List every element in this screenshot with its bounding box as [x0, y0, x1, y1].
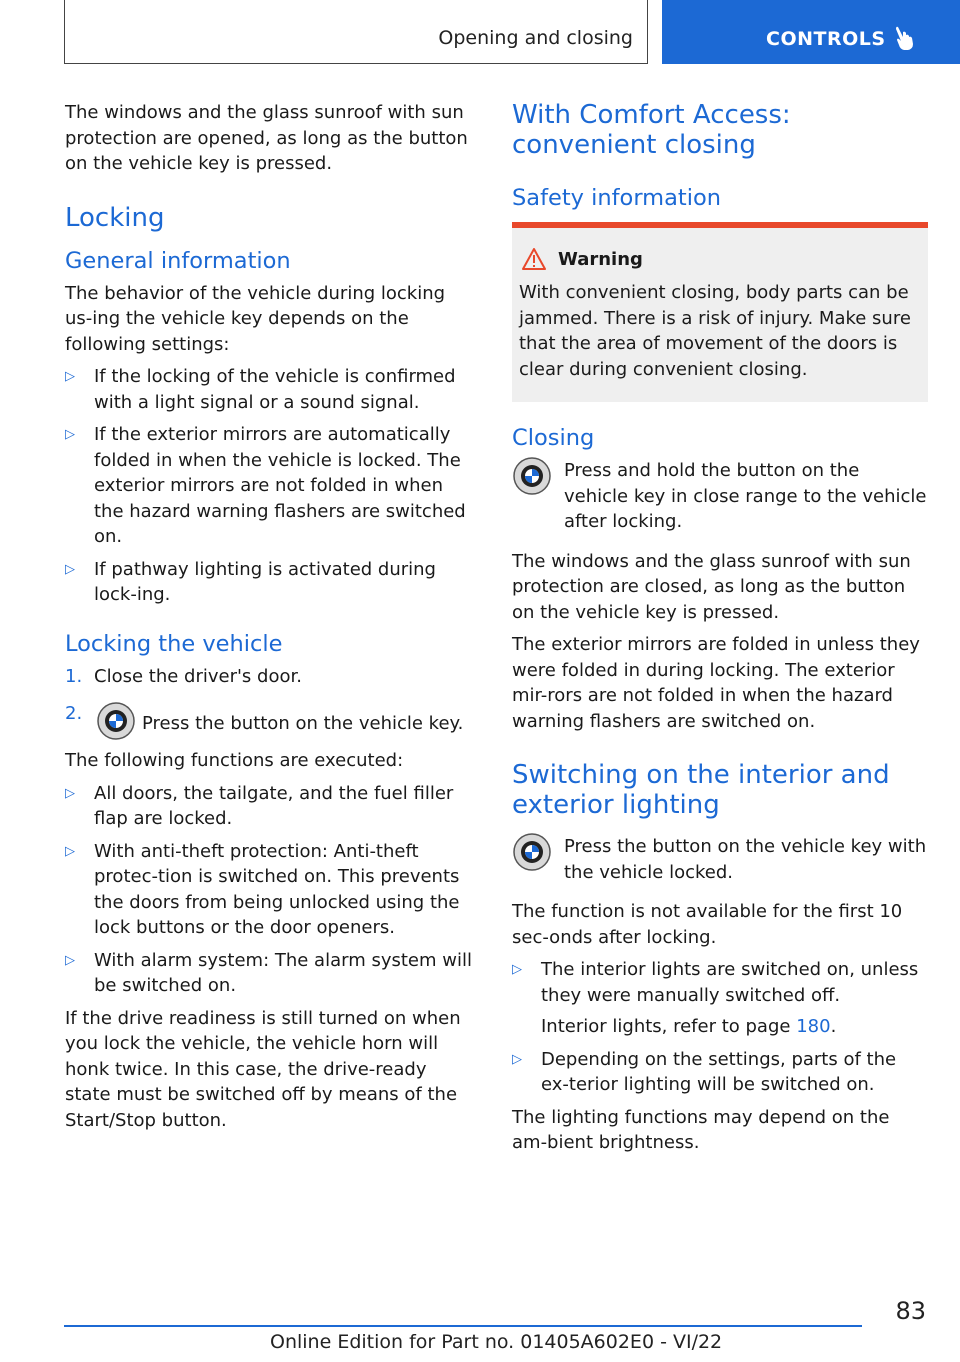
locking-heading: Locking	[65, 202, 165, 233]
list-item: ▷ Depending on the settings, parts of the ex-terior lighting will be switched on.	[512, 1048, 897, 1095]
lighting-paragraph-2: The lighting functions may depend on the am-bient brightness.	[512, 1106, 890, 1153]
pointing-hand-icon	[894, 24, 920, 52]
triangle-bullet-icon: ▷	[65, 561, 75, 577]
lighting-instruction: Press the button on the vehicle key with the vehicle locked.	[512, 834, 928, 885]
general-information-text: The behavior of the vehicle during locking us-ing the vehicle key depends on the following settings:	[65, 282, 446, 355]
header-chapter-tab	[662, 0, 960, 64]
page-link[interactable]: 180	[796, 1016, 831, 1037]
step-number: 1.	[65, 665, 83, 687]
page-number: 83	[895, 1297, 926, 1325]
comfort-access-heading: With Comfort Access: convenient closing	[512, 100, 791, 160]
general-information-heading: General information	[65, 247, 291, 274]
warning-text: With convenient closing, body parts can be jammed. There is a risk of injury. Make sure that the area of movement of the doors is clear during convenient closing.	[519, 282, 911, 380]
triangle-bullet-icon: ▷	[65, 427, 75, 442]
triangle-bullet-icon: ▷	[65, 369, 75, 384]
step-number: 2.	[65, 703, 83, 724]
closing-paragraph-2: The exterior mirrors are folded in unless they were folded in during locking. The exterior mir-rors are not folded in when the hazard warning flashers are switched on.	[512, 634, 920, 732]
list-item: ▷ All doors, the tailgate, and the fuel filler flap are locked.	[65, 782, 454, 829]
locking-steps	[65, 664, 477, 742]
list-item: ▷ With alarm system: The alarm system will be switched on.	[65, 949, 472, 996]
lighting-list	[512, 957, 928, 1098]
closing-paragraph-1: The windows and the glass sunroof with sun protection are closed, as long as the button on the vehicle key is pressed.	[512, 550, 911, 623]
settings-list	[65, 364, 477, 608]
triangle-bullet-icon: ▷	[512, 962, 522, 977]
closing-instruction: Press and hold the button on the vehicle key in close range to the vehicle after locking.	[512, 458, 928, 535]
warning-box	[512, 222, 928, 402]
step-item: 1. Close the driver's door.	[65, 664, 477, 690]
triangle-bullet-icon: ▷	[65, 952, 75, 968]
left-column	[65, 100, 477, 1140]
step-item: 2. Press the button on the vehicle key.	[65, 701, 477, 741]
triangle-bullet-icon: ▷	[65, 785, 75, 801]
list-item: ▷ With anti-theft protection: Anti-theft protec-tion is switched on. This prevents the doors from being unlocked using the lock buttons or the door openers.	[65, 840, 460, 938]
page-reference: Interior lights, refer to page 180.	[541, 1016, 837, 1037]
warning-title: Warning	[519, 248, 920, 272]
bmw-key-button-icon	[512, 832, 552, 872]
header-section-box	[64, 0, 648, 64]
drive-readiness-paragraph: If the drive readiness is still turned on when you lock the vehicle, the vehicle horn will honk twice. In this case, the drive-ready state must be switched off by means of the Start/Stop button.	[65, 1007, 461, 1131]
triangle-bullet-icon: ▷	[65, 843, 75, 859]
edition-text: Online Edition for Part no. 01405A602E0 - VI/22	[270, 1331, 723, 1353]
list-item: ▷ The interior lights are switched on, unless they were manually switched off. Interior lights, refer to page 180.	[512, 957, 928, 1040]
triangle-bullet-icon: ▷	[512, 1051, 522, 1067]
intro-paragraph: The windows and the glass sunroof with sun protection are opened, as long as the button on the vehicle key is pressed.	[65, 102, 468, 174]
lighting-heading: Switching on the interior and exterior lighting	[512, 760, 890, 820]
header-chapter-title: CONTROLS	[766, 28, 886, 50]
safety-information-heading: Safety information	[512, 185, 721, 211]
closing-heading: Closing	[512, 425, 595, 451]
footer-divider	[64, 1325, 862, 1327]
warning-triangle-icon	[521, 247, 547, 271]
functions-list	[65, 781, 477, 999]
bmw-key-button-icon	[512, 456, 552, 496]
header-section-title: Opening and closing	[438, 27, 633, 49]
functions-intro: The following functions are executed:	[65, 750, 404, 771]
list-item: ▷ If the exterior mirrors are automatically folded in when the vehicle is locked. The exterior mirrors are not folded in when the hazard warning flashers are switched on.	[65, 424, 466, 547]
locking-vehicle-heading: Locking the vehicle	[65, 630, 283, 657]
lighting-paragraph-1: The function is not available for the first 10 sec-onds after locking.	[512, 901, 903, 948]
right-column	[512, 100, 928, 1163]
list-item: ▷ If pathway lighting is activated during lock-ing.	[65, 558, 436, 605]
list-item: ▷ If the locking of the vehicle is confirmed with a light signal or a sound signal.	[65, 366, 456, 413]
bmw-key-button-icon	[96, 701, 136, 741]
